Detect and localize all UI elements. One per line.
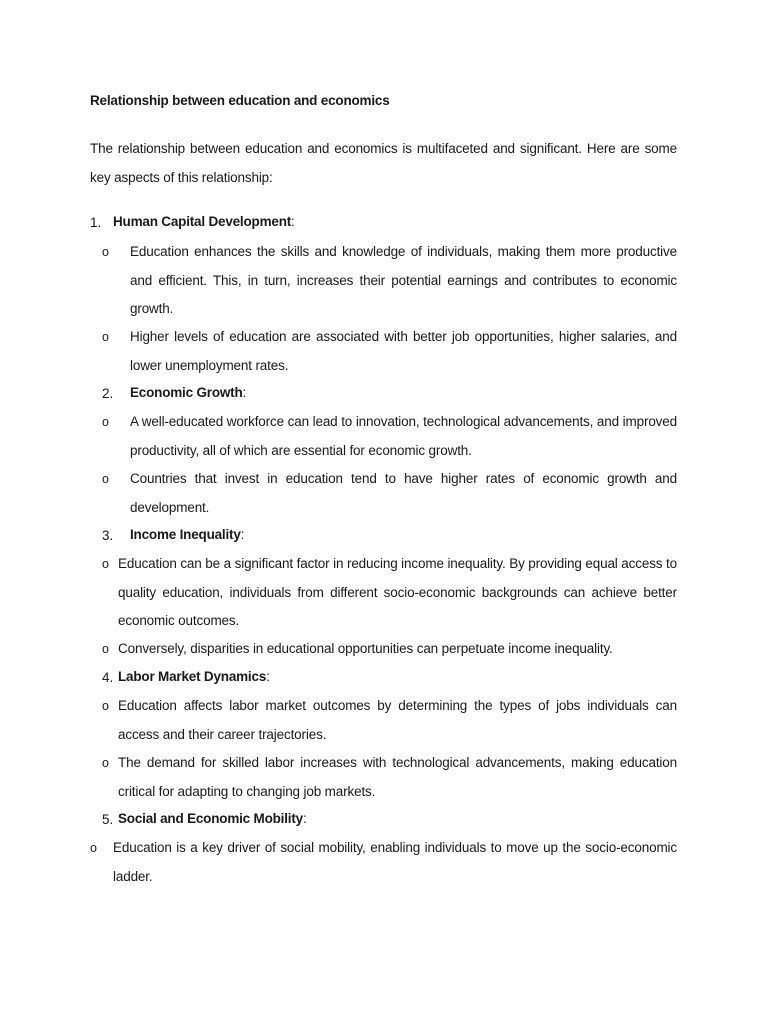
list-item-text: Countries that invest in education tend to have higher rates of economic growth and development. [130,471,677,515]
bullet-marker: o [102,415,109,429]
section-heading-text: Economic Growth [130,385,243,400]
bullet-marker: o [102,699,109,713]
bullet-marker: o [102,642,109,656]
section-number: 3. [102,528,114,543]
section-heading [118,811,307,826]
section-heading-colon: : [242,385,247,400]
list-item-text: A well-educated workforce can lead to innovation, technological advancements, and improved productivity, all of which are essential for economic growth. [130,414,677,458]
bullet-marker: o [102,330,109,344]
section-heading-text: Social and Economic Mobility [118,811,303,826]
bullet-marker: o [90,841,97,855]
section-heading [130,385,246,400]
bullet-marker: o [102,557,109,571]
section-heading [113,214,295,229]
section-number: 1. [90,215,102,230]
section-heading [130,527,244,542]
section-heading-colon: : [266,669,270,684]
list-item-text: Education enhances the skills and knowledge of individuals, making them more productive and efficient. This, in turn, increases their potential earnings and contributes to economic growth. [130,244,677,316]
section-heading-text: Labor Market Dynamics [118,669,267,684]
list-item-text: Education is a key driver of social mobility, enabling individuals to move up the socio-economic ladder. [113,840,677,884]
list-item-text: Conversely, disparities in educational opportunities can perpetuate income inequality. [118,641,613,656]
list-item-text: Education can be a significant factor in reducing income inequality. By providing equal access to quality education, individuals from different socio-economic backgrounds can achieve better economic outcomes. [118,556,677,628]
section-number: 4. [102,670,114,685]
intro-paragraph: The relationship between education and economics is multifaceted and significant. Here are some key aspects of this relationship: [90,141,677,185]
list-item-text: The demand for skilled labor increases with technological advancements, making education critical for adapting to changing job markets. [118,755,677,799]
list-item-text: Higher levels of education are associated with better job opportunities, higher salaries, and lower unemployment rates. [130,329,677,373]
section-number: 2. [102,386,114,401]
section-heading-colon: : [240,527,245,542]
section-heading-text: Human Capital Development [113,214,292,229]
section-heading-text: Income Inequality [130,527,241,542]
list-item-text: Education affects labor market outcomes by determining the types of jobs individuals can access and their career trajectories. [118,698,677,742]
section-number: 5. [102,812,114,827]
section-heading-colon: : [302,811,307,826]
bullet-marker: o [102,756,109,770]
bullet-marker: o [102,245,109,259]
document-title: Relationship between education and economics [90,93,390,108]
section-heading [118,669,270,684]
section-heading-colon: : [291,214,295,229]
bullet-marker: o [102,472,109,486]
